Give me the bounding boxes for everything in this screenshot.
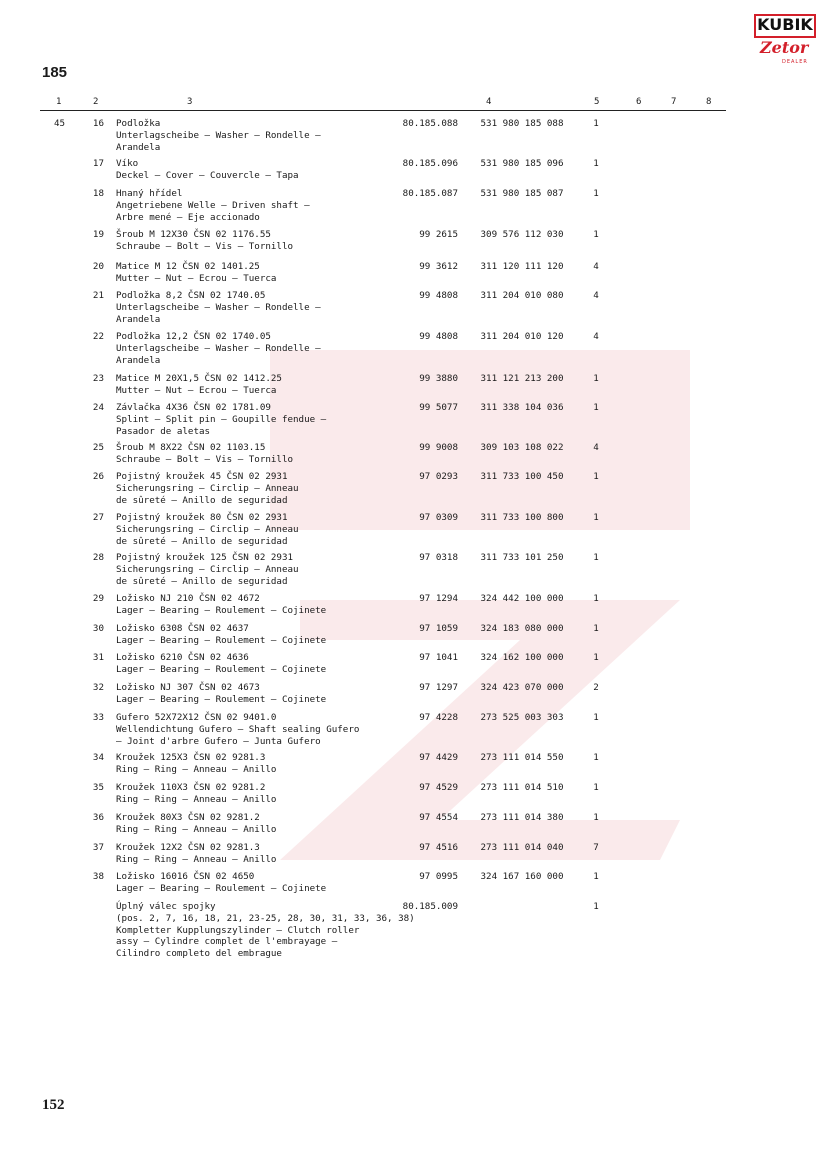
description-line: Šroub M 12X30 ČSN 02 1176.55 — [116, 229, 271, 240]
description-line: Ložisko NJ 210 ČSN 02 4672 — [116, 593, 260, 604]
description-line: Cilindro completo del embrague — [116, 948, 282, 960]
position-number: 26 — [92, 471, 104, 482]
position-number: 35 — [92, 782, 104, 793]
catalog-number: 324 162 100 000 — [480, 652, 564, 663]
position-number: 18 — [92, 188, 104, 199]
description-line: Kroužek 125X3 ČSN 02 9281.3 — [116, 752, 266, 763]
catalog-number: 531 980 185 088 — [480, 118, 564, 129]
col-header-2: 2 — [93, 97, 99, 107]
column-header-row — [40, 97, 730, 111]
part-number: 97 0995 — [419, 871, 458, 882]
description-line: Angetriebene Welle — Driven shaft — — [116, 199, 310, 211]
quantity: 1 — [593, 652, 599, 663]
part-description — [116, 652, 396, 676]
position-number: 37 — [92, 842, 104, 853]
description-line: Sicherungsring — Circlip — Anneau — [116, 523, 299, 535]
part-number: 97 0309 — [419, 512, 458, 523]
part-description — [116, 331, 396, 366]
catalog-number: 531 980 185 096 — [480, 158, 564, 169]
description-line: Sicherungsring — Circlip — Anneau — [116, 563, 299, 575]
catalog-number: 311 733 100 450 — [480, 471, 564, 482]
description-line: Podložka — [116, 118, 161, 129]
part-number: 97 1041 — [419, 652, 458, 663]
description-line: Kroužek 80X3 ČSN 02 9281.2 — [116, 812, 260, 823]
description-line: Schraube — Bolt — Vis — Tornillo — [116, 240, 294, 252]
position-number: 33 — [92, 712, 104, 723]
part-number: 80.185.088 — [402, 118, 458, 129]
quantity: 1 — [593, 188, 599, 199]
figure-number: 45 — [54, 118, 66, 129]
part-description — [116, 593, 396, 617]
part-description — [116, 682, 396, 706]
description-line: Gufero 52X72X12 ČSN 02 9401.0 — [116, 712, 277, 723]
quantity: 1 — [593, 752, 599, 763]
col-header-7: 7 — [671, 97, 677, 107]
position-number: 22 — [92, 331, 104, 342]
quantity: 4 — [593, 290, 599, 301]
part-number: 99 4808 — [419, 290, 458, 301]
position-number: 29 — [92, 593, 104, 604]
description-line: Podložka 8,2 ČSN 02 1740.05 — [116, 290, 266, 301]
description-line: Ložisko 6308 ČSN 02 4637 — [116, 623, 249, 634]
position-number: 25 — [92, 442, 104, 453]
description-line: Sicherungsring — Circlip — Anneau — [116, 482, 299, 494]
part-number: 97 0318 — [419, 552, 458, 563]
position-number: 17 — [92, 158, 104, 169]
quantity: 1 — [593, 402, 599, 413]
description-line: Kroužek 12X2 ČSN 02 9281.3 — [116, 842, 260, 853]
description-line: Deckel — Cover — Couvercle — Tapa — [116, 169, 299, 181]
catalog-number: 311 733 101 250 — [480, 552, 564, 563]
description-line: Podložka 12,2 ČSN 02 1740.05 — [116, 331, 271, 342]
catalog-number: 324 423 070 000 — [480, 682, 564, 693]
catalog-number: 273 111 014 040 — [480, 842, 564, 853]
description-line: Lager — Bearing — Roulement — Cojinete — [116, 634, 327, 646]
part-description — [116, 552, 396, 587]
part-description — [116, 842, 396, 866]
page-number-bottom: 152 — [42, 1097, 65, 1113]
description-line: Lager — Bearing — Roulement — Cojinete — [116, 882, 327, 894]
page-number-top: 185 — [42, 64, 68, 81]
description-line: Pasador de aletas — [116, 425, 211, 437]
description-line: Ložisko NJ 307 ČSN 02 4673 — [116, 682, 260, 693]
part-number: 99 9008 — [419, 442, 458, 453]
part-description — [116, 188, 396, 223]
quantity: 1 — [593, 373, 599, 384]
catalog-number: 311 120 111 120 — [480, 261, 564, 272]
description-line: de sûreté — Anillo de seguridad — [116, 575, 288, 587]
part-description — [116, 623, 396, 647]
position-number: 31 — [92, 652, 104, 663]
description-line: Matice M 12 ČSN 02 1401.25 — [116, 261, 260, 272]
position-number: 28 — [92, 552, 104, 563]
part-description — [116, 752, 396, 776]
quantity: 1 — [593, 158, 599, 169]
description-line: Arandela — [116, 141, 161, 153]
catalog-number: 273 111 014 550 — [480, 752, 564, 763]
catalog-number: 273 111 014 510 — [480, 782, 564, 793]
description-line: Pojistný kroužek 45 ČSN 02 2931 — [116, 471, 288, 482]
col-header-6: 6 — [636, 97, 642, 107]
description-line: Kompletter Kupplungszylinder — Clutch roller — [116, 924, 360, 936]
part-number: 80.185.087 — [402, 188, 458, 199]
part-description — [116, 512, 396, 547]
description-line: Mutter — Nut — Ecrou — Tuerca — [116, 272, 277, 284]
description-line: Schraube — Bolt — Vis — Tornillo — [116, 453, 294, 465]
position-number: 36 — [92, 812, 104, 823]
logo-script-text: Zetor — [760, 38, 809, 57]
col-header-3: 3 — [187, 97, 193, 107]
description-line: Mutter — Nut — Ecrou — Tuerca — [116, 384, 277, 396]
position-number: 21 — [92, 290, 104, 301]
description-line: Kroužek 110X3 ČSN 02 9281.2 — [116, 782, 266, 793]
description-line: Unterlagscheibe — Washer — Rondelle — — [116, 129, 321, 141]
catalog-number: 311 121 213 200 — [480, 373, 564, 384]
description-line: Ring — Ring — Anneau — Anillo — [116, 853, 277, 865]
description-line: Závlačka 4X36 ČSN 02 1781.09 — [116, 402, 271, 413]
part-description — [116, 290, 396, 325]
catalog-number: 311 204 010 080 — [480, 290, 564, 301]
description-line: Ring — Ring — Anneau — Anillo — [116, 793, 277, 805]
part-number: 97 1059 — [419, 623, 458, 634]
catalog-number: 273 525 003 303 — [480, 712, 564, 723]
part-description — [116, 442, 396, 466]
quantity: 1 — [593, 471, 599, 482]
part-description — [116, 402, 396, 437]
quantity: 7 — [593, 842, 599, 853]
part-number: 97 4516 — [419, 842, 458, 853]
quantity: 1 — [593, 118, 599, 129]
description-line: Víko — [116, 158, 139, 169]
part-number: 97 4554 — [419, 812, 458, 823]
position-number: 32 — [92, 682, 104, 693]
quantity: 1 — [593, 871, 599, 882]
description-line: Lager — Bearing — Roulement — Cojinete — [116, 693, 327, 705]
part-description — [116, 712, 396, 747]
description-line: Matice M 20X1,5 ČSN 02 1412.25 — [116, 373, 282, 384]
quantity: 2 — [593, 682, 599, 693]
part-description — [116, 118, 396, 153]
quantity: 1 — [593, 229, 599, 240]
col-header-8: 8 — [706, 97, 712, 107]
col-header-5: 5 — [594, 97, 600, 107]
quantity: 1 — [593, 623, 599, 634]
col-header-1: 1 — [56, 97, 62, 107]
catalog-number: 309 576 112 030 — [480, 229, 564, 240]
description-line: Pojistný kroužek 125 ČSN 02 2931 — [116, 552, 294, 563]
description-line: Ložisko 16016 ČSN 02 4650 — [116, 871, 255, 882]
part-number: 97 1294 — [419, 593, 458, 604]
description-line: — Joint d'arbre Gufero — Junta Gufero — [116, 735, 321, 747]
part-description — [116, 871, 396, 895]
description-line: Ring — Ring — Anneau — Anillo — [116, 823, 277, 835]
description-line: Arandela — [116, 354, 161, 366]
col-header-4: 4 — [486, 97, 492, 107]
quantity: 1 — [593, 552, 599, 563]
logo-sub-text: DEALER — [782, 59, 808, 65]
description-line: Arandela — [116, 313, 161, 325]
quantity: 1 — [593, 712, 599, 723]
description-line: Arbre mené — Eje accionado — [116, 211, 260, 223]
description-line: Hnaný hřídel — [116, 188, 183, 199]
position-number: 30 — [92, 623, 104, 634]
description-line: Úplný válec spojky — [116, 901, 216, 912]
description-line: Unterlagscheibe — Washer — Rondelle — — [116, 342, 321, 354]
quantity: 1 — [593, 593, 599, 604]
position-number: 16 — [92, 118, 104, 129]
part-description — [116, 812, 396, 836]
quantity: 1 — [593, 901, 599, 912]
part-number: 97 0293 — [419, 471, 458, 482]
logo-top-text: KUBIK — [757, 15, 813, 34]
part-description — [116, 373, 396, 397]
quantity: 1 — [593, 512, 599, 523]
description-line: Wellendichtung Gufero — Shaft sealing Gufero — [116, 723, 360, 735]
description-line: de sûreté — Anillo de seguridad — [116, 535, 288, 547]
part-number: 80.185.096 — [402, 158, 458, 169]
quantity: 4 — [593, 261, 599, 272]
position-number: 24 — [92, 402, 104, 413]
description-line: Splint — Split pin — Goupille fendue — — [116, 413, 327, 425]
description-line: Ložisko 6210 ČSN 02 4636 — [116, 652, 249, 663]
catalog-number: 311 733 100 800 — [480, 512, 564, 523]
position-number: 27 — [92, 512, 104, 523]
catalog-number: 324 183 080 000 — [480, 623, 564, 634]
quantity: 1 — [593, 812, 599, 823]
description-line: Lager — Bearing — Roulement — Cojinete — [116, 604, 327, 616]
part-description — [116, 261, 396, 285]
description-line: Lager — Bearing — Roulement — Cojinete — [116, 663, 327, 675]
catalog-number: 309 103 108 022 — [480, 442, 564, 453]
dealer-logo — [754, 14, 818, 70]
part-number: 97 4529 — [419, 782, 458, 793]
description-line: assy — Cylindre complet de l'embrayage — — [116, 936, 338, 948]
description-line: (pos. 2, 7, 16, 18, 21, 23-25, 28, 30, 31, 33, 36, 38) — [116, 912, 415, 924]
description-line: Šroub M 8X22 ČSN 02 1103.15 — [116, 442, 266, 453]
part-description — [116, 158, 396, 182]
position-number: 38 — [92, 871, 104, 882]
description-line: Pojistný kroužek 80 ČSN 02 2931 — [116, 512, 288, 523]
catalog-number: 273 111 014 380 — [480, 812, 564, 823]
header-divider — [40, 110, 726, 111]
part-description — [116, 782, 396, 806]
position-number: 23 — [92, 373, 104, 384]
part-number: 97 4228 — [419, 712, 458, 723]
quantity: 4 — [593, 331, 599, 342]
position-number: 20 — [92, 261, 104, 272]
description-line: Unterlagscheibe — Washer — Rondelle — — [116, 301, 321, 313]
catalog-number: 531 980 185 087 — [480, 188, 564, 199]
catalog-number: 324 442 100 000 — [480, 593, 564, 604]
part-number: 99 4808 — [419, 331, 458, 342]
part-description — [116, 901, 415, 960]
quantity: 4 — [593, 442, 599, 453]
part-number: 99 3612 — [419, 261, 458, 272]
catalog-number: 311 204 010 120 — [480, 331, 564, 342]
description-line: Ring — Ring — Anneau — Anillo — [116, 763, 277, 775]
part-description — [116, 229, 396, 253]
part-number: 99 2615 — [419, 229, 458, 240]
quantity: 1 — [593, 782, 599, 793]
part-number: 97 4429 — [419, 752, 458, 763]
part-number: 99 3880 — [419, 373, 458, 384]
part-description — [116, 471, 396, 506]
catalog-number: 311 338 104 036 — [480, 402, 564, 413]
part-number: 97 1297 — [419, 682, 458, 693]
position-number: 19 — [92, 229, 104, 240]
part-number: 99 5077 — [419, 402, 458, 413]
catalog-number: 324 167 160 000 — [480, 871, 564, 882]
part-number: 80.185.009 — [402, 901, 458, 912]
position-number: 34 — [92, 752, 104, 763]
description-line: de sûreté — Anillo de seguridad — [116, 494, 288, 506]
